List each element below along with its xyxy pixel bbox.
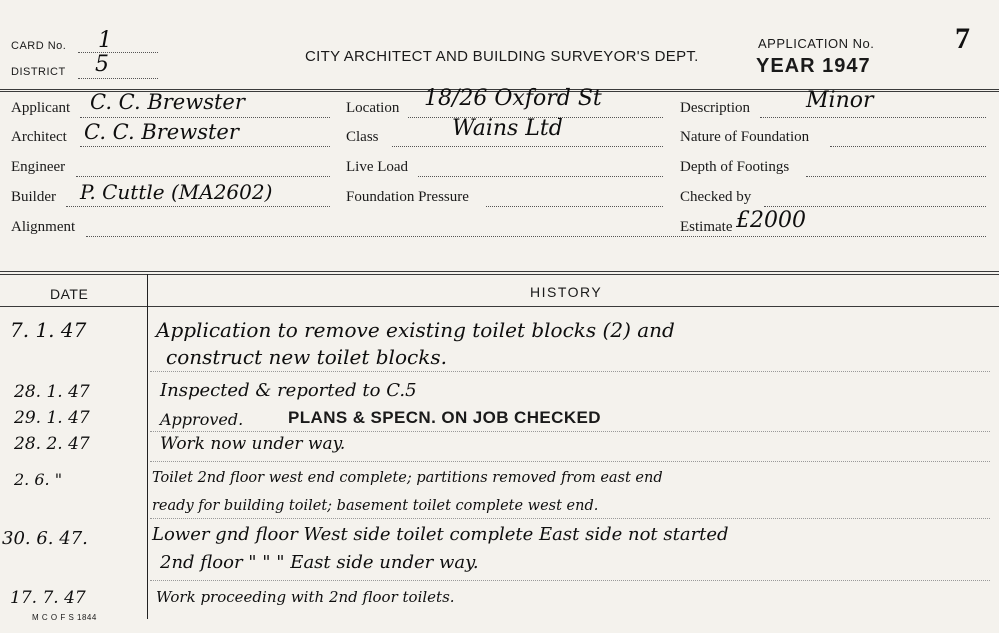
row-guide	[150, 431, 990, 432]
row-date: 7. 1. 47	[10, 318, 87, 342]
row-guide	[150, 461, 990, 462]
row-text: ready for building toilet; basement toilet complete west end.	[152, 498, 599, 514]
date-header: DATE	[50, 286, 89, 302]
date-column-divider	[147, 274, 148, 619]
description-label: Description	[680, 100, 750, 116]
form-code: M C O F S 1844	[32, 613, 97, 622]
class-label: Class	[346, 129, 379, 145]
row-text: Application to remove existing toilet blocks (2) and	[156, 318, 675, 342]
dept-title: CITY ARCHITECT AND BUILDING SURVEYOR'S DEPT.	[305, 48, 699, 65]
depth-footings-line	[806, 176, 986, 177]
applicant-line	[80, 117, 330, 118]
nature-foundation-line	[830, 146, 986, 147]
year-label: YEAR 1947	[756, 55, 871, 77]
row-guide	[150, 580, 990, 581]
architect-value: C. C. Brewster	[84, 120, 239, 144]
row-date: 30. 6. 47.	[2, 528, 88, 549]
application-no-label: APPLICATION No.	[758, 36, 875, 51]
row-text: Approved.	[160, 410, 244, 429]
row-date: 29. 1. 47	[14, 408, 90, 428]
card-no-line	[78, 52, 158, 53]
row-date: 2. 6. "	[14, 470, 63, 489]
card-no-value: 1	[98, 28, 112, 53]
alignment-line	[86, 236, 986, 237]
class-line	[392, 146, 663, 147]
class-value: Wains Ltd	[452, 116, 563, 141]
row-text: construct new toilet blocks.	[166, 345, 447, 369]
estimate-value: £2000	[736, 208, 806, 233]
row-text: Inspected & reported to C.5	[160, 380, 417, 401]
location-value: 18/26 Oxford St	[424, 86, 602, 111]
builder-label: Builder	[11, 189, 56, 205]
checked-by-line	[764, 206, 986, 207]
card-no-label: CARD No.	[11, 40, 67, 52]
foundation-pressure-label: Foundation Pressure	[346, 189, 469, 205]
district-value: 5	[95, 52, 109, 77]
engineer-line	[76, 176, 330, 177]
depth-footings-label: Depth of Footings	[680, 159, 790, 175]
row-text: Lower gnd floor West side toilet complete East side not started	[152, 524, 729, 545]
applicant-label: Applicant	[11, 100, 71, 116]
table-header-rule	[0, 306, 999, 307]
foundation-pressure-line	[486, 206, 663, 207]
checked-by-label: Checked by	[680, 189, 752, 205]
estimate-label: Estimate	[680, 219, 733, 235]
row-date: 28. 1. 47	[14, 382, 90, 402]
table-top-rule-2	[0, 274, 999, 275]
district-label: DISTRICT	[11, 66, 66, 78]
architect-label: Architect	[11, 129, 67, 145]
description-value: Minor	[806, 88, 874, 113]
live-load-label: Live Load	[346, 159, 409, 175]
row-text: Work now under way.	[160, 434, 346, 454]
row-text: Work proceeding with 2nd floor toilets.	[156, 588, 455, 606]
district-line	[78, 78, 158, 79]
row-date: 17. 7. 47	[10, 588, 86, 608]
row-guide	[150, 518, 990, 519]
row-guide	[150, 371, 990, 372]
row-text: Toilet 2nd floor west end complete; partitions removed from east end	[152, 470, 663, 486]
row-date: 28. 2. 47	[14, 434, 90, 454]
engineer-label: Engineer	[11, 159, 66, 175]
description-line	[760, 117, 986, 118]
approval-stamp: PLANS & SPECN. ON JOB CHECKED	[288, 408, 601, 427]
application-no-value: 7	[955, 22, 970, 55]
alignment-label: Alignment	[11, 219, 76, 235]
nature-foundation-label: Nature of Foundation	[680, 129, 810, 145]
builder-value: P. Cuttle (MA2602)	[80, 180, 273, 204]
architect-line	[80, 146, 330, 147]
location-label: Location	[346, 100, 400, 116]
live-load-line	[418, 176, 663, 177]
history-header: HISTORY	[530, 284, 603, 300]
applicant-value: C. C. Brewster	[90, 90, 245, 114]
row-text: 2nd floor " " " East side under way.	[160, 552, 479, 573]
table-top-rule	[0, 271, 999, 272]
builder-line	[66, 206, 330, 207]
